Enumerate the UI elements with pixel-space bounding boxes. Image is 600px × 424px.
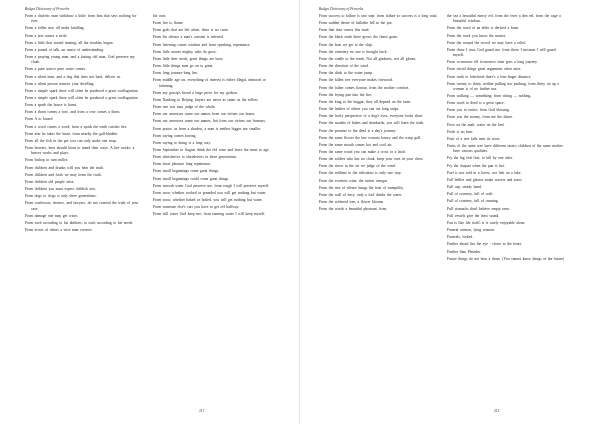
proverb-entry: From a pure source pure water comes. xyxy=(25,67,86,72)
proverb-entry: From the withered tree, a flower blooms. xyxy=(319,200,385,205)
proverb-entry: From errors of others a wise man corrects xyxy=(25,228,92,233)
proverb-entry: Frost on the malt, water on the bed. xyxy=(447,122,505,127)
proverb-entry: From Nanking to Beijing, buyers are never as smart as the sellers. xyxy=(153,97,259,102)
proverb-entry: From success to failure is one step: from failure to success is a long road. xyxy=(319,14,438,18)
proverb-entry: From the stress in the air we judge of the wind. xyxy=(319,164,396,169)
proverb-entry: Full vessels give the least sound. xyxy=(447,213,500,218)
proverb-entry: Full of courtesy, full of cunning. xyxy=(447,199,499,204)
proverb-entry: From saying comes having. xyxy=(153,133,197,138)
proverb-entry: From the words a beautiful pheasant, from xyxy=(319,207,387,212)
proverb-column-right xyxy=(447,14,567,264)
proverb-entry: Fruit of a tree falls near its roots. xyxy=(447,136,501,141)
proverb-entry: From a little that started sinning, all the troubles began. xyxy=(25,40,114,45)
proverb-entry: From the king to the beggar, they all depend on the farm. xyxy=(319,99,412,104)
proverb-entry: From you to entice, from God blessing. xyxy=(447,108,510,113)
proverb-entry: From small beginnings could come great things. xyxy=(153,176,229,181)
proverb-entry: From little things men go on to great. xyxy=(153,64,214,69)
proverb-entry: From the work you know the master. xyxy=(447,33,506,38)
proverb-entry: From a silent person remove your dwelling. xyxy=(25,81,95,86)
proverb-entry: From the sweetest wine, the tartest vinegar. xyxy=(319,178,388,183)
proverb-entry: From snow whether cooked or pounded you will get nothing but water. xyxy=(153,190,267,195)
proverb-entry: From the word of an elder is derived a bone. xyxy=(447,26,520,31)
proverb-entry: From long journey-long lies. xyxy=(153,71,198,76)
proverb-entry: From snow, whether baked or boiled, you will get nothing but water. xyxy=(153,198,263,203)
proverb-entry: the sea a beautiful mercy eel, from the river a den eel, from the cage a beautiful wisdom. xyxy=(447,14,561,24)
proverb-entry: From that dust comes this mud. xyxy=(319,28,370,33)
proverb-entry: From the same wood you can make a cross or a latch. xyxy=(319,149,406,154)
proverb-entry: From listening comes wisdom and from speaking, repentance. xyxy=(153,42,251,47)
proverb-entry: From a thorn comes a rose, and from a rose comes a thorn. xyxy=(25,110,121,115)
proverb-entry: Funerals, forked. xyxy=(447,235,474,240)
proverb-entry: From a praying young man, and a fasting old man, God preserve my cloak. xyxy=(25,54,135,65)
proverb-entry: From my gossip's bread a large piece for my godson. xyxy=(153,90,238,95)
proverb-entry: Fry the big fish first, to kill by one after. xyxy=(447,156,513,161)
proverb-entry: From praise, as from a shadow, a man is neither bigger nor smaller. xyxy=(153,126,262,131)
proverb-entry: From the ditch to the water jump. xyxy=(319,71,373,76)
proverb-entry: Full bellies and glasses make wavers and asses. xyxy=(447,177,523,182)
proverb-entry: Future things do not hear a drum. (You cannot know things of the future) xyxy=(447,256,565,261)
proverb-entry: From damage one may get wiser. xyxy=(25,213,78,218)
proverb-entry: From the black earth there grows the finest grain. xyxy=(319,35,398,40)
proverb-entry: Fuel is not sold in a forest, nor fish on a lake. xyxy=(447,170,522,175)
proverb-entry: From a word comes a word; from a spark the earth catches fire. xyxy=(25,124,128,129)
proverb-entry: From a silent man, and a dog that does not bark, deliver us. xyxy=(25,74,122,79)
proverb-entry: Funeral sermon, lying sermon. xyxy=(447,228,495,233)
proverb-entry: Further than Pleiades. xyxy=(447,249,482,254)
proverb-entry: From walking — something; from sitting — nothing. xyxy=(447,94,532,99)
proverb-entry: From the boat we get to the ship. xyxy=(319,42,373,47)
proverb-entry: From twenty to thirty, neither pulling nor pushing, from thirty on up a woman is of no further use. xyxy=(447,81,559,91)
proverb-entry: From little deer seeds, great things are born. xyxy=(153,56,224,61)
proverb-entry: From the frying pan into the fire. xyxy=(319,92,373,97)
proverb-entry: From sudden desire of hallothe fell in the pot. xyxy=(319,21,393,26)
proverb-entry: From children old people arise. xyxy=(25,179,75,184)
proverb-entry: From a choleric man withdraw a little; from him that says nothing for ever. xyxy=(25,14,137,24)
proverb-entry: From little acorns mighty oaks do grow. xyxy=(153,49,217,54)
proverb-entry: From small beginnings come great things. xyxy=(153,169,220,174)
proverb-entry: From fire to flame. xyxy=(153,21,184,26)
proverb-entry: From truth to falsehood there's a four-finger distance. xyxy=(447,74,532,79)
proverb-entry: From the cemetery no one is brought back. xyxy=(319,49,388,54)
proverb-entry: From the lowly perspective of a dog's eyes, everyone looks short. xyxy=(319,114,424,119)
proverb-entry: From those I trust God guard me, from those I mistrust I will guard myself. xyxy=(447,47,556,58)
proverb-entry: From bishop to turn miller. xyxy=(25,158,68,163)
proverb-column-left xyxy=(319,14,439,214)
proverb-entry: From children and drunks will you hear the truth. xyxy=(25,165,104,170)
proverb-entry: From still water God keep me; from running water I will keep myself. xyxy=(153,212,266,217)
proverb-column-right xyxy=(153,14,273,220)
proverb-entry: From gods that are left alone, there is no curse. xyxy=(153,28,229,33)
running-head: Budget Dictionary of Proverbs xyxy=(25,7,70,11)
proverb-entry: From a spark the house is burnt. xyxy=(25,103,77,108)
proverb-entry: his own. xyxy=(153,14,167,18)
proverb-entry: Froth is no beer. xyxy=(447,129,474,134)
proverb-entry: From the father comes honour, from the mother comfort. xyxy=(319,85,410,90)
proverb-entry: From the tree of silence hangs the fruit of tranquility. xyxy=(319,185,404,190)
proverb-entry: From short pleasure long repentance. xyxy=(153,162,212,167)
proverb-entry: Full cup, steady hand. xyxy=(447,185,482,190)
proverb-entry: From the same flower the bee extracts honey and the wasp gall. xyxy=(319,135,421,140)
running-head: Budget Dictionary of Proverbs xyxy=(319,7,364,11)
proverb-entry: From a pound of talk, an ounce of understanding. xyxy=(25,47,104,52)
proverb-entry: From middle age on, everything of interest is either illegal, immoral or fattening. xyxy=(153,78,266,88)
proverb-entry: From his silence a man's consent is inferred. xyxy=(153,35,224,40)
proverb-entry: From the cradle to the tomb, Not all gladness, not all gloom. xyxy=(319,56,417,61)
proverb-entry: From the same mouth comes hot and cool air. xyxy=(319,142,393,147)
proverb-entry: From to-morrow till to-morrow time goes a long journey. xyxy=(447,60,538,65)
proverb-entry: Fruits of the same tree have different tastes; children of the same mother have various qualities. xyxy=(447,144,563,154)
proverb-entry: From a fallen tree, all make kindling. xyxy=(25,26,85,31)
proverb-entry: From shirtsleeves to shirtsleeves in three generations. xyxy=(153,155,237,160)
proverb-entry: From one you may judge of the whole. xyxy=(153,105,216,110)
proverb-entry: From word to deed is a great space. xyxy=(447,101,505,106)
page-number: 212 xyxy=(494,409,500,413)
proverb-entry: From children and fools we may learn the truth. xyxy=(25,172,102,177)
proverb-entry: From confessors, doctors, and lawyers, do not conceal the truth of your case. xyxy=(25,201,139,211)
proverb-entry: From the wall of envy, only a fool drinks the water. xyxy=(319,192,403,197)
proverb-entry: From smooth water God preserve me, from rough I will preserve myself. xyxy=(153,183,270,188)
proverb-entry: From our ancestors come our names from our virtues our honor. xyxy=(153,112,256,117)
proverb-entry: From a jest comes a strife. xyxy=(25,33,68,38)
proverb-entry: From trivial things great arguments often arise. xyxy=(447,67,522,72)
right-page xyxy=(300,0,600,424)
proverb-entry: From each according to his abilities, to each according to his needs. xyxy=(25,220,134,225)
proverb-entry: From afar he takes the heart, from nearby the gall-bladder. xyxy=(25,131,118,136)
proverb-entry: From you the money, from me the dance. xyxy=(447,115,514,120)
proverb-entry: From someone else's cart you have to get off halfway. xyxy=(153,205,240,210)
proverb-entry: From the soldier who has no cloak, keep your own in your chest. xyxy=(319,157,424,162)
proverb-entry: From children you must expect childish acts. xyxy=(25,187,96,192)
proverb-entry: From A to Izzard. xyxy=(25,117,54,122)
proverb-entry: From dogs to clogs is only three generations. xyxy=(25,194,97,199)
proverb-entry: Fry the chapati when the pan is hot. xyxy=(447,163,505,168)
proverb-entry: From our ancestors come our names, but from our virtues our honours. xyxy=(153,119,266,124)
proverb-entry: Full stomachs don't believe empty ones. xyxy=(447,206,511,211)
proverb-entry: From the mouths of babes and drunkards, you will learn the truth. xyxy=(319,121,425,126)
page-number: 211 xyxy=(199,409,205,413)
proverb-entry: From the wound the crowd we may have a relief. xyxy=(447,40,527,45)
proverb-entry: From all the fish in the pot you can only make one soup. xyxy=(25,138,117,143)
proverb-entry: From the fallen tree everyone makes firewood. xyxy=(319,78,393,83)
proverb-entry: From the leather of others you can cut long strips. xyxy=(319,107,400,112)
proverb-entry: Full of courtesy, full of craft. xyxy=(447,192,494,197)
proverb-entry: From beavers, bees should learn to mend their ways. A bee works; a beaver works and plays. xyxy=(25,146,135,156)
proverb-entry: From the promise to the deed is a day's journey. xyxy=(319,128,397,133)
proverb-entry: From the sublime to the ridiculous is only one step. xyxy=(319,171,402,176)
proverb-column-left xyxy=(25,14,145,235)
proverb-entry: From a simple spark there will often be produced a great conflagration. xyxy=(25,88,139,93)
proverb-entry: From saying to doing is a long way. xyxy=(153,140,211,145)
proverb-entry: From September to August drink the old wine and leave the must to age. xyxy=(153,148,270,153)
proverb-entry: From the direction of the wind. xyxy=(319,64,369,69)
proverb-entry: Fun is like life itself: it is rarely enjoyable alone. xyxy=(447,220,526,225)
proverb-entry: From a simple spark there will often be produced a great conflagration. xyxy=(25,95,139,100)
proverb-entry: Further ahead lies the eye - closer to the heart. xyxy=(447,242,522,247)
